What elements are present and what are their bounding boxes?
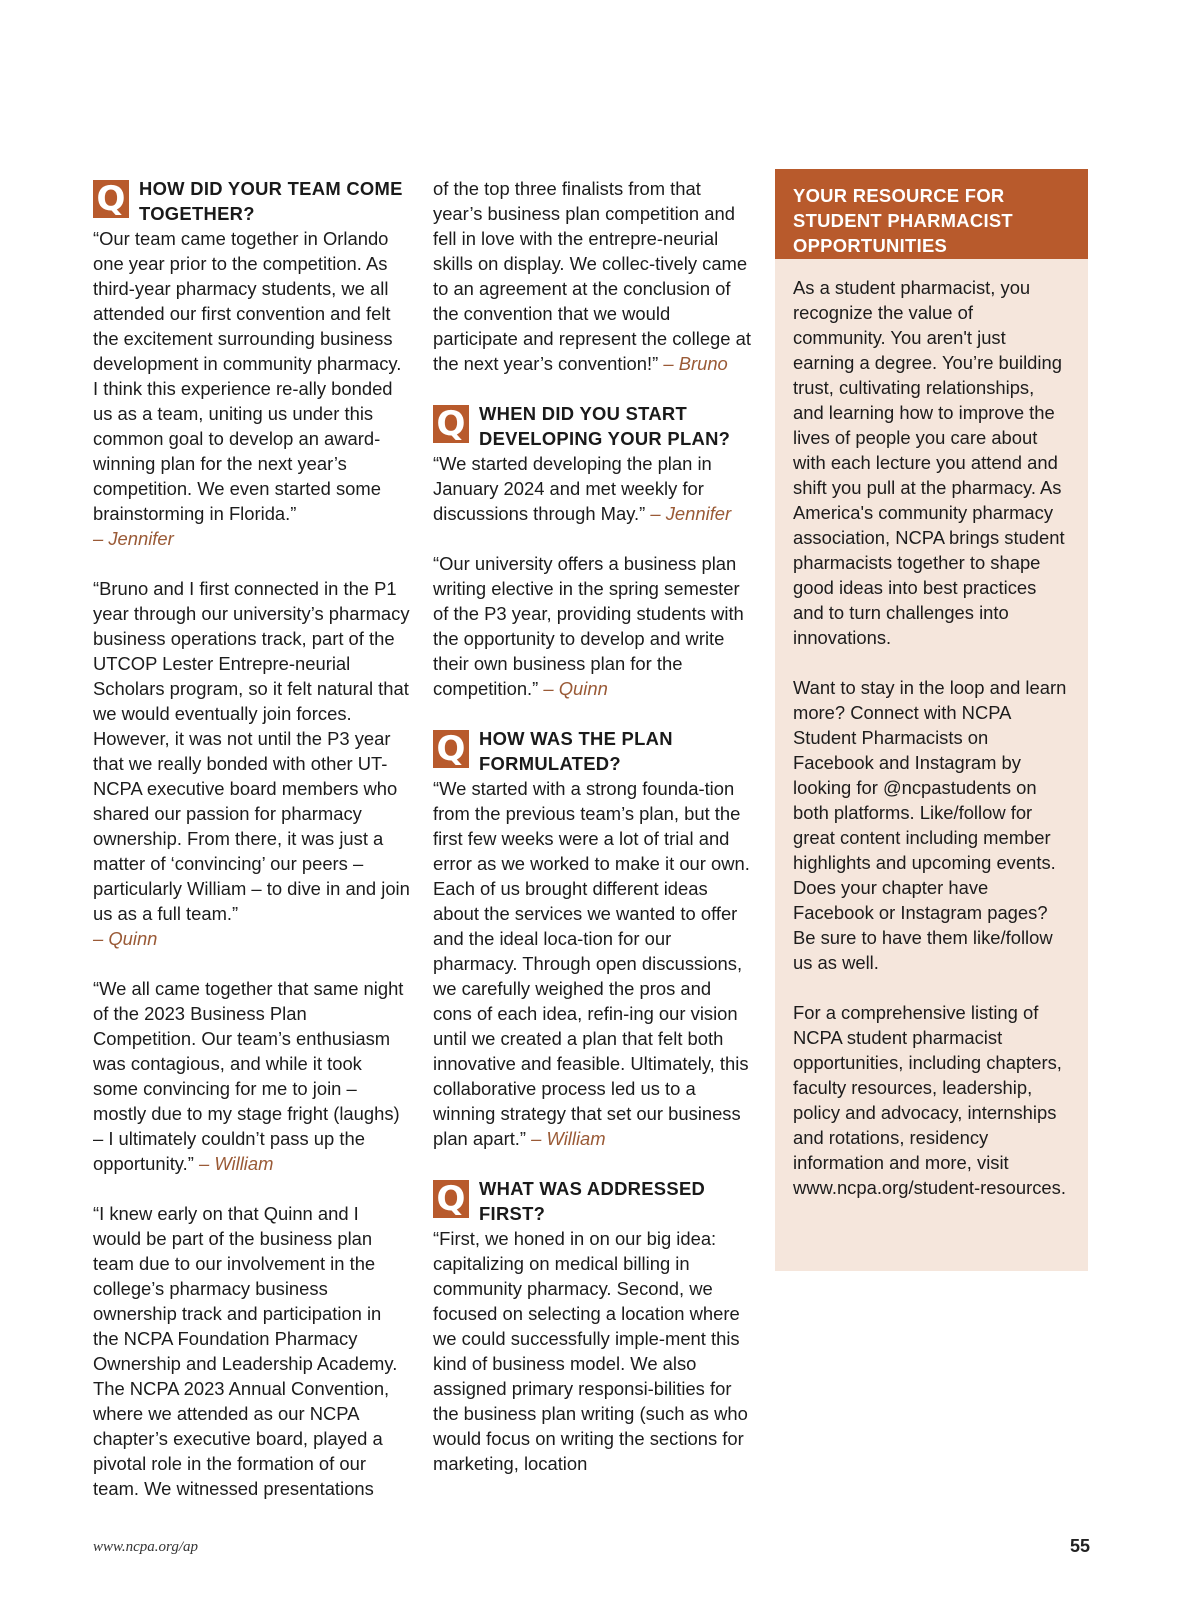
attribution: – Jennifer	[650, 503, 732, 524]
resource-sidebar	[775, 169, 1088, 1271]
sidebar-body	[775, 259, 1088, 1200]
q-icon: Q	[93, 180, 129, 218]
answer-paragraph: “We all came together that same night of the 2023 Business Plan Competition. Our team’s enthusiasm was contagious, and while it took some convincing for me to join – mostly due to my stage fright (laughs) – I ultimately couldn’t pass up the opportunity.” – William	[93, 978, 404, 1174]
article-column-2	[433, 176, 751, 1476]
question-title: HOW WAS THE PLAN FORMULATED?	[479, 728, 673, 774]
answer-paragraph: “I knew early on that Quinn and I would be part of the business plan team due to our involvement in the college’s pharmacy business ownership track and participation in the NCPA Foundation Pharmacy Ownership and Leadership Academy. The NCPA 2023 Annual Convention, where we attended as our NCPA chapter’s executive board, played a pivotal role in the formation of our team. We witnessed presentations	[93, 1203, 398, 1499]
question-heading-3	[433, 726, 751, 776]
sidebar-paragraph: For a comprehensive listing of NCPA student pharmacist opportunities, including chapters, faculty resources, leadership, policy and advocacy, internships and rotations, residency information and more, visit www.ncpa.org/student-resources.	[793, 1002, 1066, 1198]
answer-paragraph: “Our team came together in Orlando one year prior to the competition. As third-year pharmacy students, we all attended our first convention and felt the excitement surrounding business development in community pharmacy. I think this experience re-ally bonded us as a team, uniting us under this common goal to develop an award-winning plan for the next year’s competition. We even started some brainstorming in Florida.” – Jennifer	[93, 228, 402, 549]
sidebar-title: YOUR RESOURCE FOR STUDENT PHARMACIST OPPORTUNITIES	[775, 169, 1088, 259]
answer-paragraph: “We started developing the plan in January 2024 and met weekly for discussions through May.” – Jennifer	[433, 453, 732, 524]
answer-paragraph: “First, we honed in on our big idea: capitalizing on medical billing in community pharmacy. Second, we focused on selecting a location where we could successfully imple-ment this kind of business model. We also assigned primary responsi-bilities for the business plan writing (such as who would focus on writing the sections for marketing, location	[433, 1228, 748, 1474]
footer-url[interactable]: www.ncpa.org/ap	[93, 1539, 199, 1555]
answer-paragraph: of the top three finalists from that year’s business plan competition and fell in love with the entrepre-neurial skills on display. We collec-tively came to an agreement at the conclusion of the convention that we would participate and represent the college at the next year’s convention!” – Bruno	[433, 178, 751, 374]
question-title: WHEN DID YOU START DEVELOPING YOUR PLAN?	[479, 403, 731, 449]
sidebar-paragraph: Want to stay in the loop and learn more? Connect with NCPA Student Pharmacists on Facebook and Instagram by looking for @ncpastudents on both platforms. Like/follow for great content including member highlights and upcoming events. Does your chapter have Facebook or Instagram pages? Be sure to have them like/follow us as well.	[793, 677, 1067, 973]
q-icon: Q	[433, 1180, 469, 1218]
attribution: – William	[199, 1153, 274, 1174]
article-column-1	[93, 176, 411, 1501]
question-heading-1	[93, 176, 411, 226]
q-icon: Q	[433, 730, 469, 768]
answer-paragraph: “Our university offers a business plan writing elective in the spring semester of the P3 year, providing students with the opportunity to develop and write their own business plan for the competition.” – Quinn	[433, 553, 744, 699]
attribution: – Jennifer	[93, 528, 174, 549]
question-heading-2	[433, 401, 751, 451]
q-icon: Q	[433, 405, 469, 443]
attribution: – Quinn	[543, 678, 608, 699]
answer-paragraph: “Bruno and I first connected in the P1 year through our university’s pharmacy business operations track, part of the UTCOP Lester Entrepre-neurial Scholars program, so it felt natural that we would eventually join forces. However, it was not until the P3 year that we really bonded with other UT-NCPA executive board members who shared our passion for pharmacy ownership. From there, it was just a matter of ‘convincing’ our peers – particularly William – to dive in and join us as a full team.” – Quinn	[93, 578, 410, 949]
question-heading-4	[433, 1176, 751, 1226]
page-number: 55	[1069, 1536, 1090, 1556]
attribution: – Quinn	[93, 928, 158, 949]
question-title: WHAT WAS ADDRESSED FIRST?	[479, 1178, 706, 1224]
attribution: – Bruno	[663, 353, 728, 374]
answer-paragraph: “We started with a strong founda-tion from the previous team’s plan, but the first few weeks were a lot of trial and error as we worked to make it our own. Each of us brought different ideas about the services we wanted to offer and the ideal loca-tion for our pharmacy. Through open discussions, we carefully weighed the pros and cons of each idea, refin-ing our vision until we created a plan that felt both innovative and feasible. Ultimately, this collaborative process led us to a winning strategy that set our business plan apart.” – William	[433, 778, 750, 1149]
sidebar-paragraph: As a student pharmacist, you recognize the value of community. You aren't just earning a degree. You’re building trust, cultivating relationships, and learning how to improve the lives of people you care about with each lecture you attend and shift you pull at the pharmacy. As America's community pharmacy association, NCPA brings student pharmacists together to shape good ideas into best practices and to turn challenges into innovations.	[793, 277, 1065, 648]
question-title: HOW DID YOUR TEAM COME TOGETHER?	[139, 178, 403, 224]
attribution: – William	[531, 1128, 606, 1149]
